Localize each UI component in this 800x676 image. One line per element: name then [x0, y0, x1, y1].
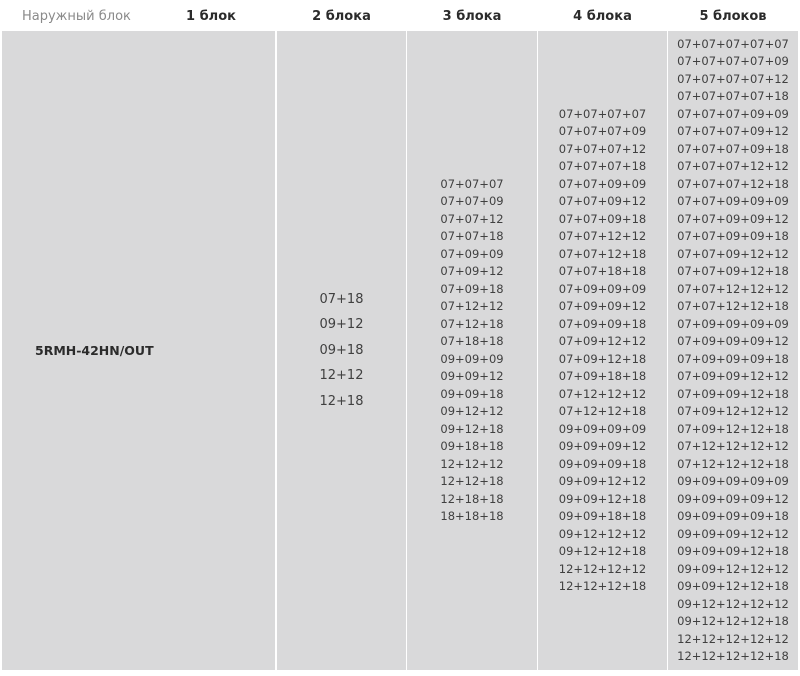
combination-item: 09+12+12+18	[558, 544, 647, 558]
combination-item: 07+07+18	[440, 229, 504, 243]
table-body	[0, 31, 800, 670]
combination-item: 09+09+09+12+18	[677, 544, 789, 558]
combination-item: 09+09+12+12+18	[677, 579, 789, 593]
combination-item: 09+09+09+12	[558, 439, 647, 453]
combination-item: 07+12+18	[440, 316, 504, 331]
combination-item: 07+09+12+12	[558, 334, 647, 348]
combination-item: 07+07+07+09+12	[677, 124, 789, 138]
combination-item: 07+09+09	[440, 246, 504, 261]
model-name: 5RMH-42HN/OUT	[35, 343, 154, 358]
combination-item: 07+07+09+12+12	[677, 246, 789, 261]
combination-item: 09+09+09+18	[558, 456, 647, 471]
combination-item: 09+09+09+09+12	[677, 491, 789, 506]
combination-item: 09+09+12+12+12	[677, 561, 789, 576]
combination-item: 09+12+12+12	[558, 526, 647, 541]
combination-item: 09+18	[319, 342, 364, 358]
combination-item: 07+09+18	[440, 281, 504, 296]
header-outdoor-unit: Наружный блок	[22, 9, 131, 24]
combination-item: 07+12+12	[440, 299, 504, 313]
combination-item: 07+07+07+09+09	[677, 106, 789, 121]
combination-item: 07+07+07+18	[558, 159, 647, 173]
model-cell	[2, 31, 275, 670]
column-4-units	[538, 31, 667, 670]
combination-item: 07+07+09+09+18	[677, 229, 789, 243]
combination-item: 07+07+09+12+18	[677, 264, 789, 278]
combination-item: 07+07+09	[440, 194, 504, 208]
combination-item: 07+07+09+09+09	[677, 194, 789, 208]
combination-item: 07+09+18+18	[558, 369, 647, 383]
combination-item: 12+12	[319, 368, 364, 384]
column-2-units	[277, 31, 406, 670]
combination-item: 07+07+12+18	[558, 246, 647, 261]
combination-item: 07+12+12+12+12	[677, 439, 789, 453]
combination-item: 09+12	[319, 317, 364, 333]
combination-item: 09+09+09	[440, 351, 504, 366]
combination-item: 07+07+07+07+09	[677, 54, 789, 68]
combination-item: 09+12+18	[440, 421, 504, 436]
combination-item: 12+18+18	[440, 491, 504, 506]
combination-item: 09+12+12+12+18	[677, 614, 789, 628]
combination-item: 07+09+12+12+12	[677, 404, 789, 418]
combination-item: 07+09+09+09+18	[677, 351, 789, 366]
combination-item: 07+12+12+12	[558, 386, 647, 401]
combination-item: 09+09+09+12+12	[677, 526, 789, 541]
combination-item: 12+12+12+12	[558, 561, 647, 576]
combination-item: 07+09+12+18	[558, 351, 647, 366]
combination-item: 07+07+09+09+12	[677, 211, 789, 226]
combination-item: 07+07+07+07+07	[677, 36, 789, 51]
combination-item: 07+07+12	[440, 211, 504, 226]
combination-item: 07+18+18	[440, 334, 504, 348]
combination-item: 07+07+07	[440, 176, 504, 191]
column-3-units	[407, 31, 537, 670]
combination-item: 07+09+09+18	[558, 316, 647, 331]
combination-item: 07+07+07+07	[558, 106, 647, 121]
combination-item: 07+07+07+12+12	[677, 159, 789, 173]
header-2-units: 2 блока	[312, 9, 371, 24]
combination-item: 12+12+12+18	[558, 579, 647, 593]
combination-item: 09+09+18+18	[558, 509, 647, 523]
combination-item: 12+12+12+12+12	[677, 631, 789, 646]
column-5-units	[668, 31, 798, 670]
header-1-unit: 1 блок	[186, 9, 236, 24]
combination-item: 07+09+12	[440, 264, 504, 278]
combination-item: 12+12+18	[440, 474, 504, 488]
combination-item: 07+07+09+12	[558, 194, 647, 208]
table-header	[0, 0, 800, 30]
combination-item: 07+07+07+12+18	[677, 176, 789, 191]
combination-item: 09+09+12+18	[558, 491, 647, 506]
combination-item: 07+09+09+12+18	[677, 386, 789, 401]
combination-item: 12+12+12	[440, 456, 504, 471]
combination-item: 07+07+07+07+12	[677, 71, 789, 86]
combination-item: 07+09+09+09+09	[677, 316, 789, 331]
combination-item: 09+09+12	[440, 369, 504, 383]
combination-item: 09+09+12+12	[558, 474, 647, 488]
combination-item: 09+09+09+09	[558, 421, 647, 436]
combination-item: 07+09+09+09	[558, 281, 647, 296]
combination-item: 12+18	[319, 393, 364, 409]
header-3-units: 3 блока	[442, 9, 502, 24]
combination-item: 07+07+18+18	[558, 264, 647, 278]
combination-item: 07+07+07+09	[558, 124, 647, 138]
combination-item: 09+09+09+09+18	[677, 509, 789, 523]
combination-item: 09+12+12	[440, 404, 504, 418]
header-5-units: 5 блоков	[699, 9, 767, 24]
combination-item: 09+18+18	[440, 439, 504, 453]
combination-item: 07+12+12+12+18	[677, 456, 789, 471]
combination-item: 07+07+07+07+18	[677, 89, 789, 103]
combination-item: 07+09+09+12	[558, 299, 647, 313]
header-4-units: 4 блока	[573, 9, 632, 24]
combination-item: 07+18	[319, 291, 364, 307]
combination-item: 09+12+12+12+12	[677, 596, 789, 611]
combination-item: 12+12+12+12+18	[677, 649, 789, 663]
combination-item: 07+07+07+09+18	[677, 141, 789, 156]
combination-item: 07+07+12+12+12	[677, 281, 789, 296]
combination-item: 07+07+07+12	[558, 141, 647, 156]
combination-item: 07+07+12+12	[558, 229, 647, 243]
combination-item: 07+09+09+12+12	[677, 369, 789, 383]
combination-item: 07+09+12+12+18	[677, 421, 789, 436]
combination-item: 18+18+18	[440, 509, 504, 523]
combination-item: 07+09+09+09+12	[677, 334, 789, 348]
combination-item: 09+09+09+09+09	[677, 474, 789, 488]
combination-item: 07+07+09+18	[558, 211, 647, 226]
combination-item: 07+12+12+18	[558, 404, 647, 418]
combination-item: 07+07+09+09	[558, 176, 647, 191]
combination-item: 07+07+12+12+18	[677, 299, 789, 313]
combination-item: 09+09+18	[440, 386, 504, 401]
